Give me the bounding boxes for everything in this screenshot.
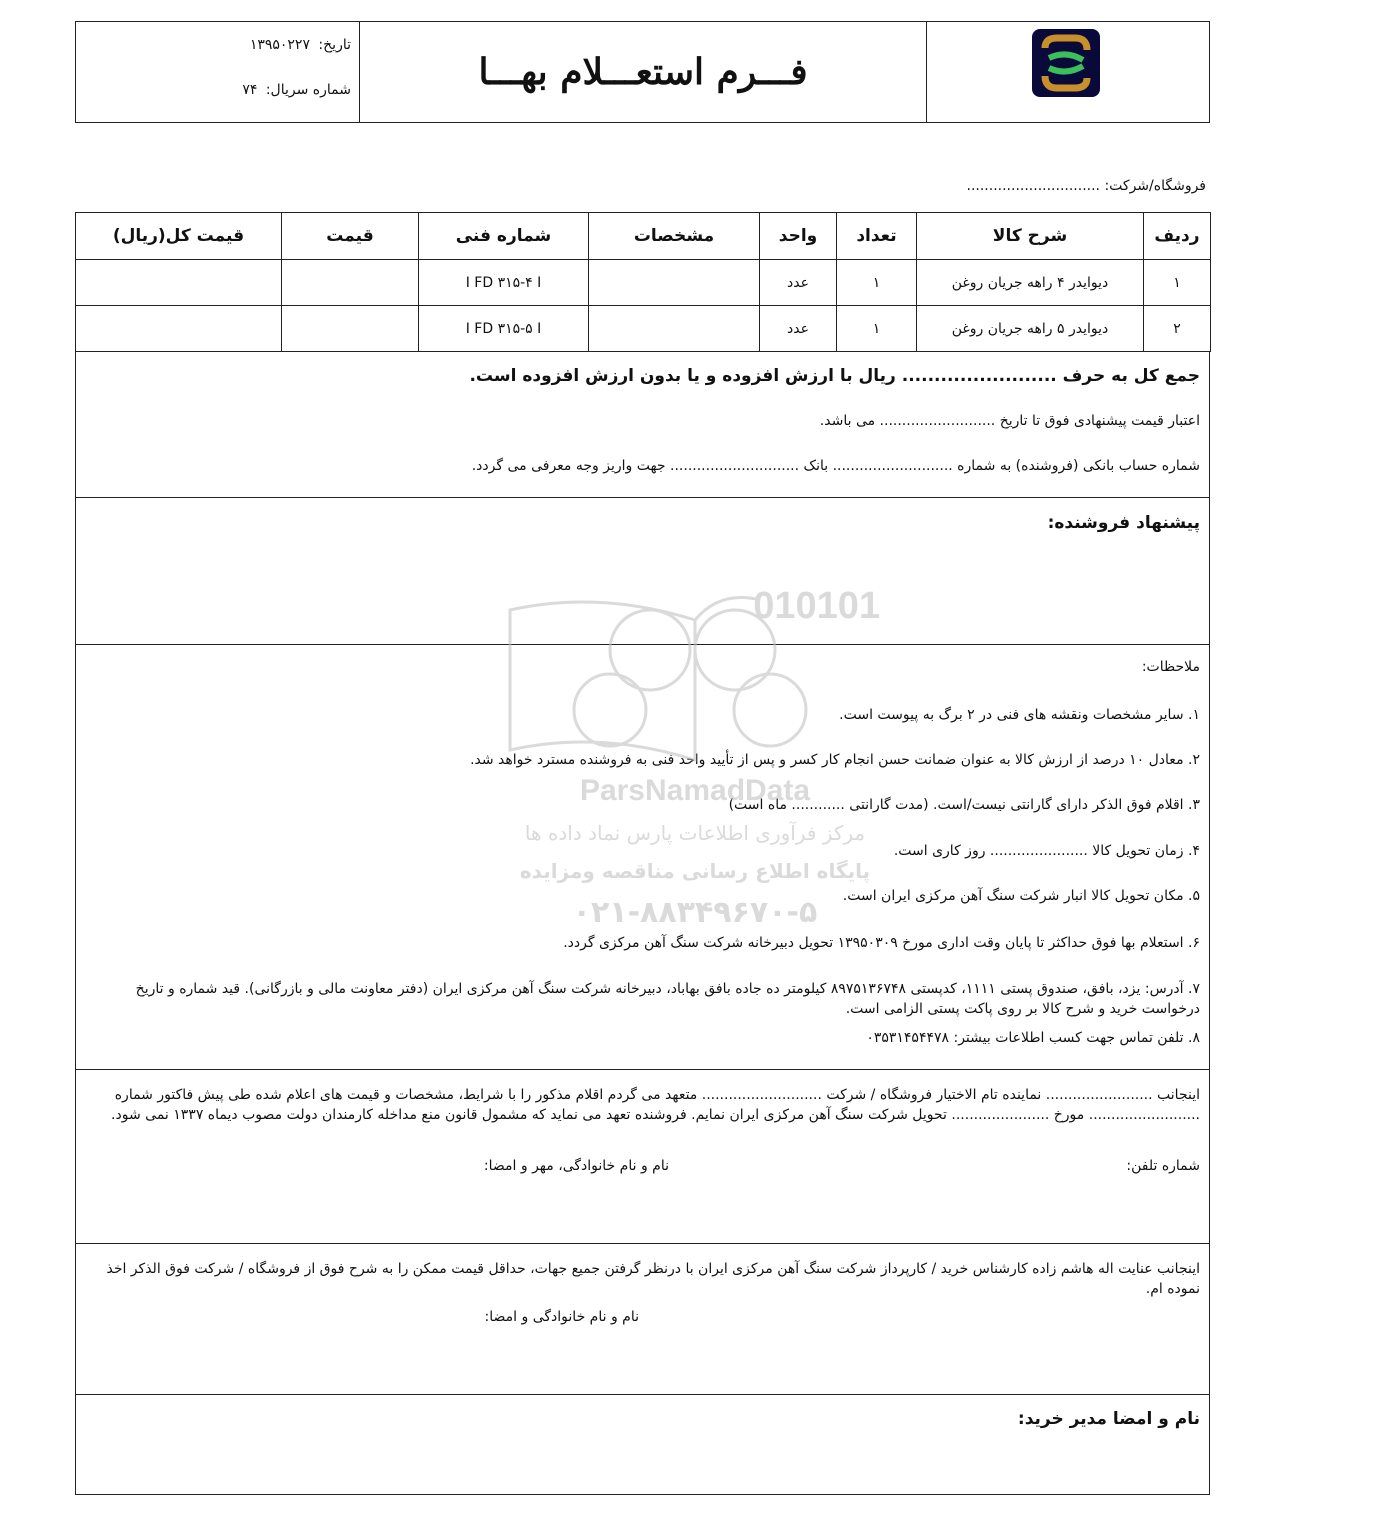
table-row — [76, 306, 1211, 352]
col-header-quantity: تعداد — [837, 213, 917, 260]
watermark-brand: ParsNamadData — [579, 774, 811, 807]
watermark-phone: ۰۲۱-۸۸۳۴۹۶۷۰-۵ — [572, 895, 818, 930]
price-validity-line: اعتبار قیمت پیشنهادی فوق تا تاریخ .......................... می باشد. — [819, 413, 1200, 429]
note-item: ۶. استعلام بها فوق حداکثر تا پایان وقت اداری مورخ ۱۳۹۵۰۳۰۹ تحویل دبیرخانه شرکت سنگ آهن مرکزی گردد. — [563, 935, 1200, 951]
bank-account-line: شماره حساب بانکی (فروشنده) به شماره ........................... بانک ............................. جهت واریز وجه معرفی می گردد. — [471, 458, 1200, 474]
buyer-signature-label: نام و نام خانوادگی و امضا: — [484, 1309, 639, 1325]
note-item: ۵. مکان تحویل کالا انبار شرکت سنگ آهن مرکزی ایران است. — [842, 888, 1200, 904]
cell-quantity: ۱ — [837, 306, 917, 352]
table-row — [76, 260, 1211, 306]
date-line — [250, 37, 351, 53]
vendor-offer-label: پیشنهاد فروشنده: — [1047, 513, 1200, 533]
title-cell — [359, 22, 926, 122]
vendor-offer-section — [75, 498, 1210, 645]
form-title: فـــرم استعـــلام بهـــا — [478, 51, 808, 93]
cell-specs[interactable] — [589, 260, 760, 306]
date-label: تاریخ: — [318, 37, 351, 53]
cell-tech-number: I FD ۳۱۵-۴ I — [419, 260, 589, 306]
vendor-commitment-text: اینجانب ........................ نماینده تام الاختیار فروشگاه / شرکت ........................... متعهد می گردم اقلام مذکور را با شرایط، مشخصات و قیمت های اعلام شده طی پیش فاکتور شماره ......................... مورخ ...................... تحویل شرکت سنگ آهن مرکزی ایران نمایم. فروشنده تعهد می نماید که مشمول قانون منع مداخله کارمندان دولت مصوب دیماه ۱۳۳۷ نمی شود. — [111, 1087, 1200, 1123]
col-header-tech-number: شماره فنی — [419, 213, 589, 260]
cell-row-number: ۲ — [1144, 306, 1211, 352]
col-header-description: شرح کالا — [917, 213, 1144, 260]
items-table — [75, 212, 1211, 352]
cell-price[interactable] — [282, 260, 419, 306]
col-header-specs: مشخصات — [589, 213, 760, 260]
shop-company-line: فروشگاه/شرکت: .............................. — [966, 178, 1206, 194]
manager-signature-label: نام و امضا مدیر خرید: — [1017, 1409, 1200, 1429]
col-header-total-price: قیمت کل(ریال) — [76, 213, 282, 260]
notes-label: ملاحظات: — [1141, 659, 1200, 675]
cell-tech-number: I FD ۳۱۵-۵ I — [419, 306, 589, 352]
cell-unit: عدد — [760, 260, 837, 306]
cell-total-price[interactable] — [76, 260, 282, 306]
cell-quantity: ۱ — [837, 260, 917, 306]
watermark-digits: 010101 — [753, 585, 880, 627]
serial-value: ۷۴ — [242, 82, 258, 98]
company-logo-icon — [1031, 28, 1101, 98]
cell-description: دیوایدر ۴ راهه جریان روغن — [917, 260, 1144, 306]
sum-in-words-line: جمع کل به حرف ........................ ریال با ارزش افزوده و یا بدون ارزش افزوده است. — [469, 366, 1200, 386]
note-item: ۷. آدرس: یزد، بافق، صندوق پستی ۱۱۱۱، کدپستی ۸۹۷۵۱۳۶۷۴۸ کیلومتر ده جاده بافق بهاباد، دبیرخانه شرکت سنگ آهن مرکزی ایران (دفتر معاونت مالی و بازرگانی). قید شماره و تاریخ درخواست خرید و شرح کالا بر روی پاکت پستی الزامی است. — [135, 981, 1200, 1017]
note-item: ۸. تلفن تماس جهت کسب اطلاعات بیشتر: ۰۳۵۳۱۴۵۴۴۷۸ — [866, 1030, 1200, 1046]
form-header — [75, 21, 1210, 123]
vendor-signature-label: نام و نام خانوادگی، مهر و امضا: — [483, 1158, 669, 1174]
vendor-commitment-section — [75, 1070, 1210, 1244]
cell-unit: عدد — [760, 306, 837, 352]
table-header-row — [76, 213, 1211, 260]
note-item: ۴. زمان تحویل کالا ...................... روز کاری است. — [893, 843, 1200, 859]
note-item: ۲. معادل ۱۰ درصد از ارزش کالا به عنوان ضمانت حسن انجام کار کسر و پس از تأیید واحد فنی به فروشنده مسترد خواهد شد. — [470, 752, 1200, 768]
cell-description: دیوایدر ۵ راهه جریان روغن — [917, 306, 1144, 352]
buyer-commitment-text: اینجانب عنایت اله هاشم زاده کارشناس خرید / کارپرداز شرکت سنگ آهن مرکزی ایران با درنظر گرفتن جمیع جهات، حداقل قیمت ممکن را به شرح فوق از فروشگاه / شرکت فوق الذکر اخذ نموده ام. — [106, 1261, 1200, 1297]
serial-label: شماره سریال: — [265, 82, 351, 98]
note-item: ۱. سایر مشخصات ونقشه های فنی در ۲ برگ به پیوست است. — [839, 707, 1200, 723]
notes-section — [75, 645, 1210, 1070]
col-header-unit: واحد — [760, 213, 837, 260]
phone-label: شماره تلفن: — [1126, 1158, 1200, 1174]
cell-price[interactable] — [282, 306, 419, 352]
serial-line — [242, 82, 351, 98]
manager-signature-section — [75, 1395, 1210, 1495]
cell-row-number: ۱ — [1144, 260, 1211, 306]
cell-specs[interactable] — [589, 306, 760, 352]
logo-cell — [926, 22, 1209, 122]
col-header-row-number: ردیف — [1144, 213, 1211, 260]
col-header-price: قیمت — [282, 213, 419, 260]
watermark-line2: پایگاه اطلاع رسانی مناقصه ومزایده — [519, 859, 871, 883]
totals-section — [75, 351, 1210, 498]
watermark-line1: مرکز فرآوری اطلاعات پارس نماد داده ها — [524, 821, 866, 845]
buyer-commitment-section — [75, 1244, 1210, 1395]
note-item: ۳. اقلام فوق الذکر دارای گارانتی نیست/است. (مدت گارانتی ............ ماه است) — [728, 797, 1200, 813]
date-value: ۱۳۹۵۰۲۲۷ — [249, 37, 310, 53]
cell-total-price[interactable] — [76, 306, 282, 352]
meta-cell — [76, 22, 359, 122]
